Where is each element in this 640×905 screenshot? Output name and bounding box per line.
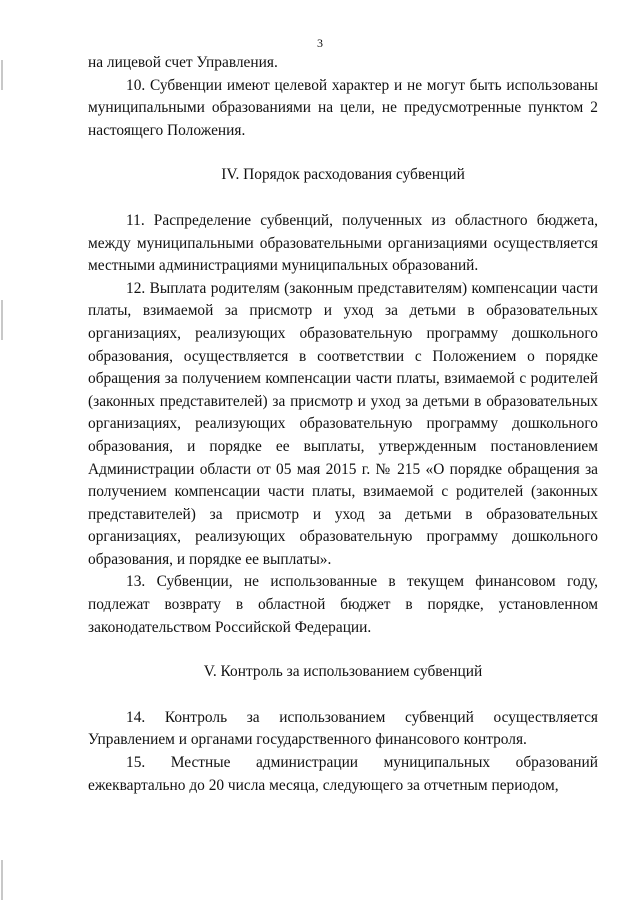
scan-edge-mark xyxy=(1,860,3,900)
section-heading-iv: IV. Порядок расходования субвенций xyxy=(221,166,465,184)
paragraph-13: 13. Субвенции, не использованные в текущем финансовом году, подлежат возврату в областной бюджет в порядке, установленном законодательством Российской Федерации. xyxy=(88,573,598,636)
paragraph-10: 10. Субвенции имеют целевой характер и не могут быть использованы муниципальными образованиями на цели, не предусмотренные пунктом 2 настоящего Положения. xyxy=(88,76,598,139)
paragraph-intro: на лицевой счет Управления. xyxy=(88,54,278,71)
scan-edge-mark xyxy=(1,300,3,340)
scan-edge-mark xyxy=(1,60,3,90)
paragraph-15: 15. Местные администрации муниципальных образований ежеквартально до 20 числа месяца, следующего за отчетным периодом, xyxy=(88,754,598,794)
paragraph-12: 12. Выплата родителям (законным представителям) компенсации части платы, взимаемой за присмотр и уход за детьми в образовательных организациях, реализующих образовательную программу дошкольного образования, осуществляется в соответствии с Положением о порядке обращения за получением компенсации части платы, взимаемой с родителей (законных представителей) за присмотр и уход за детьми в образовательных организациях, реализующих образовательную программу дошкольного образования, и порядке ее выплаты, утвержденным постановлением Администрации области от 05 мая 2015 г. № 215 «О порядке обращения за получением компенсации части платы, взимаемой с родителей (законных представителей) за присмотр и уход за детьми в образовательных организациях, реализующих образовательную программу дошкольного образования, и порядке ее выплаты». xyxy=(88,279,598,568)
page-number: 3 xyxy=(317,36,323,50)
paragraph-11: 11. Распределение субвенций, полученных из областного бюджета, между муниципальными образовательными организациями осуществляется местными администрациями муниципальных образований. xyxy=(88,211,598,275)
paragraph-14: 14. Контроль за использованием субвенций осуществляется Управлением и органами государственного финансового контроля. xyxy=(88,708,598,749)
document-body xyxy=(88,52,598,797)
section-heading-v: V. Контроль за использованием субвенций xyxy=(203,663,483,681)
